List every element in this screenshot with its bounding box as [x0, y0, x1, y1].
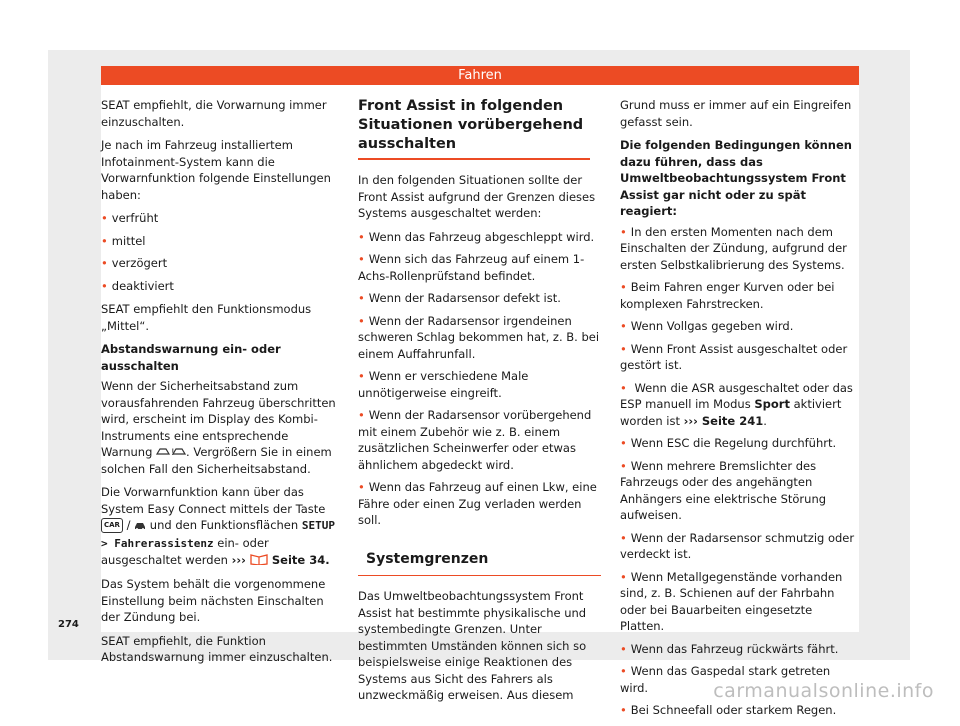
system-limits-heading: Systemgrenzen: [358, 551, 601, 577]
sport-mode-label: Sport: [754, 397, 790, 411]
page-number: 274: [58, 619, 79, 630]
paragraph-recommend-mode: SEAT empfiehlt den Funktionsmodus „Mittel“.: [101, 302, 312, 333]
list-item: • Wenn der Radarsensor vorübergehend mit einem Zubehör wie z. B. einem zusätzlichen Scheinwerfer oder etwas ähnlichem abgedeckt wird.: [358, 407, 601, 473]
title-rule: [358, 158, 590, 160]
paragraph-continued: Grund muss er immer auf ein Eingreifen gefasst sein.: [620, 98, 852, 129]
distance-warning-text-end: . Vergrößern Sie in einem solchen Fall den Sicherheitsabstand.: [101, 445, 332, 476]
paragraph-recommend-function: SEAT empfiehlt, die Funktion Abstandswarnung immer einzuschalten.: [101, 633, 333, 664]
section-title-front-assist: Front Assist in folgenden Situationen vorübergehend ausschalten: [358, 98, 584, 152]
switch-text-2: den Funktionsflächen: [175, 518, 299, 533]
paragraph-situations-intro: In den folgenden Situationen sollte der Front Assist aufgrund der Grenzen dieses Systems ausgeschaltet werden:: [358, 173, 596, 220]
switch-text: Die Vorwarnfunktion kann über das System Easy Connect mittels der Taste: [101, 485, 326, 516]
list-item: • Wenn mehrere Bremslichter des Fahrzeugs oder des angehängten Anhängers eine elektrische Störung aufweisen.: [620, 458, 858, 524]
list-item: • Wenn der Radarsensor schmutzig oder verdeckt ist.: [620, 530, 858, 563]
list-item: • Wenn er verschiedene Male unnötigerweise eingreift.: [358, 368, 601, 401]
distance-warning-text: Wenn der Sicherheitsabstand zum vorausfahrenden Fahrzeug überschritten wird, erscheint im Display des Kombi-Instruments eine entsprechende Warnung: [101, 379, 336, 459]
list-item: • Wenn sich das Fahrzeug auf einem 1-Achs-Rollenprüfstand befindet.: [358, 251, 601, 284]
list-item: • Wenn Front Assist ausgeschaltet oder gestört ist.: [620, 341, 858, 374]
sentence-end: .: [763, 413, 767, 428]
paragraph-switch: [101, 484, 341, 569]
list-item: • deaktiviert: [101, 278, 341, 295]
reference-arrows: ›››: [683, 413, 698, 428]
condition-text: Wenn die ASR ausgeschaltet oder das ESP manuell im Modus: [620, 380, 853, 411]
switch-text-3: ein- oder ausgeschaltet werden: [101, 535, 269, 568]
paragraph-distance-warning: [101, 378, 341, 477]
paragraph-keep-setting: Das System behält die vorgenommene Einstellung beim nächsten Einschalten der Zündung bei.: [101, 577, 326, 624]
car-menu-icon: [134, 518, 146, 535]
svg-text:!: !: [171, 448, 175, 457]
menu-path: SETUP > Fahrerassistenz: [101, 519, 335, 550]
page-reference[interactable]: ››› Seite 34.: [231, 553, 330, 568]
page-reference[interactable]: [684, 414, 764, 428]
reference-arrows: ›››: [231, 553, 246, 568]
list-item: • Beim Fahren enger Kurven oder bei komplexen Fahrstrecken.: [620, 279, 858, 312]
list-item: • verfrüht: [101, 210, 341, 227]
column-middle: [358, 97, 601, 711]
prewarning-options-list: [101, 210, 341, 294]
distance-warning-heading: Abstandswarnung ein- oder ausschalten: [101, 342, 281, 373]
reference-page: Seite 241: [701, 413, 764, 428]
list-item: • Wenn das Fahrzeug auf einen Lkw, eine Fähre oder einen Zug verladen werden soll.: [358, 479, 601, 529]
list-item: • Wenn der Radarsensor irgendeinen schweren Schlag bekommen hat, z. B. bei einem Auffahrunfall.: [358, 313, 601, 363]
slash-text: /: [126, 518, 131, 533]
list-item: • Wenn Metallgegenstände vorhanden sind, z. B. Schienen auf der Fahrbahn oder bei Bauarbeiten eingesetzte Platten.: [620, 569, 858, 635]
watermark: carmanualsonline.info: [713, 680, 934, 702]
list-item: • Wenn das Gaspedal stark getreten wird.: [620, 663, 858, 696]
reference-page: Seite 34: [271, 553, 326, 568]
paragraph-system-limits: Das Umweltbeobachtungssystem Front Assist hat bestimmte physikalische und systembedingte Grenzen. Unter bestimmten Umständen können sich so beispielsweise einige Reaktionen des Systems aus Sicht des Fahrers als unzweckmäßig erweisen. Aus diesem: [358, 589, 587, 702]
paragraph-settings-intro: Je nach im Fahrzeug installiertem Infotainment-System kann die Vorwarnfunktion folgende Einstellungen haben:: [101, 138, 331, 202]
list-item: • Wenn der Radarsensor defekt ist.: [358, 290, 601, 307]
list-item: [620, 380, 858, 430]
list-item: • In den ersten Momenten nach dem Einschalten der Zündung, aufgrund der ersten Selbstkalibrierung des Systems.: [620, 224, 858, 274]
distance-warning-icon: [156, 444, 186, 461]
list-item: • Wenn ESC die Regelung durchführt.: [620, 435, 858, 452]
book-icon: [250, 553, 268, 570]
column-right: [620, 97, 858, 726]
list-item: • verzögert: [101, 255, 341, 272]
list-item: • Wenn Vollgas gegeben wird.: [620, 318, 858, 335]
section-header: Fahren: [101, 66, 859, 85]
column-left: [101, 97, 341, 673]
paragraph-recommend-prewarning: SEAT empfiehlt, die Vorwarnung immer einzuschalten.: [101, 98, 327, 129]
condition-text-end: aktiviert worden ist: [620, 397, 842, 428]
list-item: • Wenn das Fahrzeug abgeschleppt wird.: [358, 229, 601, 246]
list-item: • mittel: [101, 233, 341, 250]
car-key-icon: CAR: [101, 518, 123, 533]
situations-list: [358, 229, 601, 529]
and-text: und: [149, 518, 172, 533]
list-item: • Wenn das Fahrzeug rückwärts fährt.: [620, 641, 858, 658]
list-item: • Bei Schneefall oder starkem Regen.: [620, 702, 858, 719]
conditions-heading: Die folgenden Bedingungen können dazu führen, dass das Umweltbeobachtungssystem Front Assist gar nicht oder zu spät reagiert:: [620, 138, 852, 218]
conditions-list: [620, 224, 858, 719]
